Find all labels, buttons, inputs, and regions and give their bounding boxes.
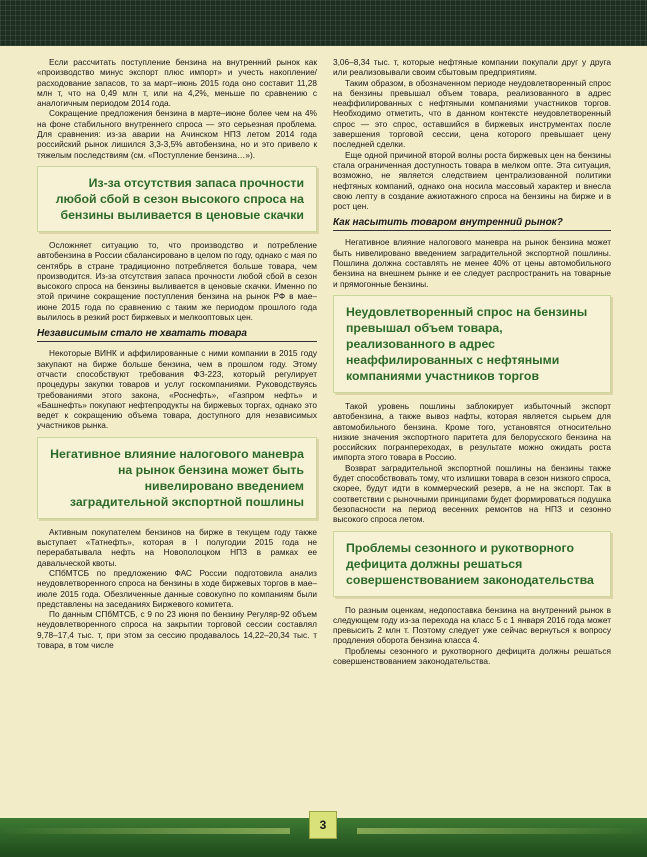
paragraph: Если рассчитать поступление бензина на внутренний рынок как «производство минус экспорт плюс импорт» и учесть накопление/расходование запасов, то за март–июнь 2015 года оно составит 11,28 млн т, что на 0,49 млн т, или на 4,2%, меньше по сравнению с аналогичным периодом 2014 года. — [37, 57, 317, 109]
paragraph: Осложняет ситуацию то, что производство и потребление автобензина в России сбалансировано в целом по году, однако с мая по сентябрь в стране традиционно потребляется больше товара, чем производится. Из-за отсутствия запаса прочности любой сбой в сезон высокого спроса на бензины выливается в ценовые скачки. Именно по этой причине сокращение поступления бензина на рынок РФ в мае–июне 2015 года по сравнению с таким же периодом прошлого года вылилось в резкий рост биржевых и мелкооптовых цен. — [37, 239, 317, 323]
paragraph: Еще одной причиной второй волны роста биржевых цен на бензины стала ограниченная доступность товара в мелком опте. Эта ситуация, возможно, не является следствием централизованной политики нефтяных компаний, однако она носила массовый характер и внесла свою лепту в создание ажиотажного спроса на бензины на бирже и в рост цен. — [333, 149, 611, 212]
section-heading: Независимым стало не хватать товара — [37, 328, 317, 342]
pull-quote: Из-за отсутствия запаса прочности любой сбой в сезон высокого спроса на бензины выливается в ценовые скачки — [37, 166, 317, 232]
paragraph: Негативное влияние налогового маневра на рынок бензина может быть нивелировано введением заградительной экспортной пошлины. Пошлина должна составлять не менее 40% от цены автомобильного бензина на внешнем рынке и ее следует распространить на товарные и прямогонные бензины. — [333, 237, 611, 289]
pull-quote: Неудовлетворенный спрос на бензины превышал объем товара, реализованного в адрес неаффилированных с нефтяными компаниями участников торгов — [333, 295, 611, 393]
header-texture-band — [0, 0, 647, 46]
paragraph: Такой уровень пошлины заблокирует избыточный экспорт автобензина, а также вывоз нафты, которая является сырьем для автомобильного бензина. Кроме того, установятся относительно низкие значения экспортного паритета для белорусского бензина на российских погранпереходах, в результате можно ожидать роста импорта этого товара в Россию. — [333, 400, 611, 463]
paragraph: СПбМТСБ по предложению ФАС России подготовила анализ неудовлетворенного спроса на бензины в ходе биржевых торгов в мае–июле 2015 года. Обезличенные данные совокупно по компаниям были представлены на заседаниях Биржевого комитета. — [37, 567, 317, 609]
paragraph: Возврат заградительной экспортной пошлины на бензины также будет способствовать тому, что излишки товара в сезон низкого спроса, скорее, будут идти в коммерческий резерв, а не на экспорт. Так в соответствии с рыночными принципами будет формироваться подушка безопасности на период весенних ремонтов на НПЗ и сезонно высокого спроса летом. — [333, 462, 611, 525]
section-heading: Как насытить товаром внутренний рынок? — [333, 217, 611, 231]
page-number: 3 — [309, 811, 337, 839]
left-column — [37, 57, 317, 650]
paragraph: По данным СПбМТСБ, с 9 по 23 июня по бензину Регуляр-92 объем неудовлетворенного спроса на закрытии торговой сессии составлял 9,78–17,4 тыс. т, при этом за сессию продавалось 14,22–20,34 тыс. т товара, в том числе — [37, 609, 317, 650]
paragraph: Некоторые ВИНК и аффилированные с ними компании в 2015 году закупают на бирже больше бензина, чем в прошлом году. Этому отчасти способствуют требования ФЗ-223, который регулирует процедуры закупки товаров и услуг госкомпаниями. Руководствуясь требованиями этого закона, «Роснефть», «Газпром нефть» и «Башнефть» покупают нефтепродукты на биржевых торгах, однако это ведет к сокращению объема товара, доступного для независимых участников рынка. — [37, 348, 317, 431]
right-column — [333, 57, 611, 666]
paragraph: 3,06–8,34 тыс. т, которые нефтяные компании покупали друг у друга или реализовывали своим сбытовым предприятиям. — [333, 57, 611, 78]
footer-stripe — [0, 828, 290, 834]
paragraph: Таким образом, в обозначенном периоде неудовлетворенный спрос на бензины превышал объем товара, реализованного в адрес неаффилированных с нефтяными компаниями участников торгов. Необходимо отметить, что в данном контексте неудовлетворенный спрос — это спрос, оставшийся в биржевых инструментах после завершения торговой сессии, цена которого превышает цену последней сделки. — [333, 77, 611, 150]
paragraph: Сокращение предложения бензина в марте–июне более чем на 4% на фоне стабильного внутреннего спроса — это серьезная проблема. Для сравнения: из-за аварии на Ачинском НПЗ летом 2014 года российский рынок лишился 3,3-3,5% автобензина, но и это привело к тяжелым последствиям (см. «Поступление бензина…»). — [37, 108, 317, 160]
paragraph: Проблемы сезонного и рукотворного дефицита должны решаться совершенствованием законодательства. — [333, 645, 611, 666]
paragraph: Активным покупателем бензинов на бирже в текущем году также выступает «Татнефть», которая в I полугодии 2015 года не перерабатывала нефть на Новополоцком НПЗ в рамках ее давальческой квоты. — [37, 526, 317, 568]
pull-quote: Проблемы сезонного и рукотворного дефицита должны решаться совершенствованием законодательства — [333, 531, 611, 597]
footer-stripe — [357, 828, 647, 834]
paragraph: По разным оценкам, недопоставка бензина на внутренний рынок в следующем году из-за перехода на класс 5 с 1 января 2016 года может превысить 2 млн т. Поэтому следует уже сейчас вернуться к вопросу продления оборота бензина класса 4. — [333, 604, 611, 646]
pull-quote: Негативное влияние налогового маневра на рынок бензина может быть нивелировано введением заградительной экспортной пошлины — [37, 437, 317, 519]
